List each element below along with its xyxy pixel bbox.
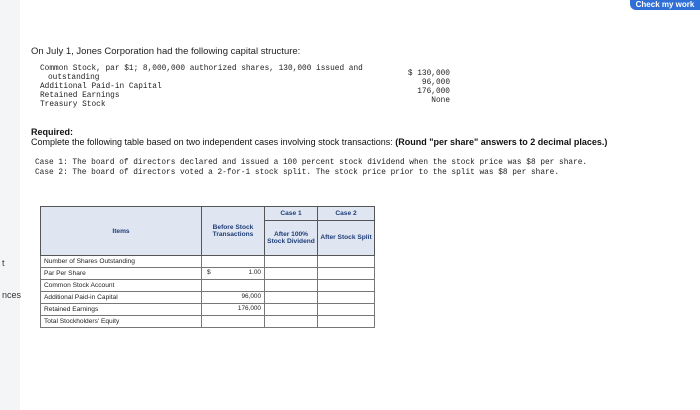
table-row: [41, 268, 375, 280]
sidebar-glyph-t: t: [2, 258, 5, 268]
table-row: [41, 280, 375, 292]
dollar-sign: $: [207, 269, 211, 276]
value-before-par: 1.00: [248, 269, 261, 276]
input-case2-total[interactable]: [318, 316, 374, 327]
table-row: [41, 316, 375, 328]
required-text: [31, 137, 611, 148]
header-items: Items: [41, 207, 202, 256]
row-label-apic: Additional Paid-in Capital: [41, 292, 202, 304]
cap-value-treasury: None: [431, 97, 450, 105]
header-case2: Case 2: [318, 207, 375, 221]
input-case1-re[interactable]: [265, 304, 317, 315]
input-case1-total[interactable]: [265, 316, 317, 327]
cap-value-apic: 96,000: [421, 79, 450, 87]
row-label-par: Par Per Share: [41, 268, 202, 280]
cap-value-common: $ 130,000: [407, 70, 450, 78]
input-case2-apic[interactable]: [318, 292, 374, 303]
cap-label-treasury: Treasury Stock: [40, 101, 106, 109]
cap-label-common: Common Stock, par $1; 8,000,000 authorized shares, 130,000 issued and: [40, 65, 363, 73]
case-descriptions: [35, 159, 587, 178]
cap-label-apic: Additional Paid-in Capital: [40, 83, 162, 91]
cap-label-re: Retained Earnings: [40, 92, 120, 100]
input-case2-par[interactable]: [318, 268, 374, 279]
cell-case2-shares[interactable]: [318, 256, 375, 268]
check-my-work-button[interactable]: Check my work: [630, 0, 700, 10]
input-case1-apic[interactable]: [265, 292, 317, 303]
intro-text: On July 1, Jones Corporation had the following capital structure:: [31, 46, 301, 57]
cell-case2-apic[interactable]: [318, 292, 375, 304]
cell-case1-shares[interactable]: [265, 256, 318, 268]
cap-value-re: 176,000: [417, 88, 450, 96]
required-title: Required:: [31, 127, 74, 137]
required-body: Complete the following table based on two independent cases involving stock transactions:: [31, 137, 393, 147]
case-2-text: Case 2: The board of directors voted a 2-for-1 stock split. The stock price prior to the split was $8 per share.: [35, 168, 560, 177]
table-row: [41, 292, 375, 304]
cell-before-shares[interactable]: [202, 256, 265, 268]
value-before-apic: 96,000: [241, 293, 261, 300]
table-row: [41, 304, 375, 316]
sidebar-glyph-nces: nces: [2, 290, 22, 300]
input-before-shares[interactable]: [202, 256, 264, 267]
cell-case2-par[interactable]: [318, 268, 375, 280]
table-row: [41, 256, 375, 268]
cell-before-re[interactable]: [202, 304, 265, 316]
cell-before-common[interactable]: [202, 280, 265, 292]
header-case1: Case 1: [265, 207, 318, 221]
cap-label-outstanding: outstanding: [48, 74, 100, 82]
cell-case1-re[interactable]: [265, 304, 318, 316]
input-case1-shares[interactable]: [265, 256, 317, 267]
left-sidebar-strip: [0, 0, 20, 410]
cell-before-apic[interactable]: [202, 292, 265, 304]
cell-before-par[interactable]: [202, 268, 265, 280]
header-case2-sub: After Stock Split: [318, 220, 375, 255]
value-before-re: 176,000: [237, 305, 261, 312]
cell-case1-common[interactable]: [265, 280, 318, 292]
cell-case1-par[interactable]: [265, 268, 318, 280]
row-label-re: Retained Earnings: [41, 304, 202, 316]
input-case1-par[interactable]: [265, 268, 317, 279]
row-label-total: Total Stockholders' Equity: [41, 316, 202, 328]
header-case1-sub: After 100% Stock Dividend: [265, 220, 318, 255]
header-before: Before Stock Transactions: [202, 207, 265, 256]
cell-case1-apic[interactable]: [265, 292, 318, 304]
input-before-total[interactable]: [202, 316, 264, 327]
case-1-text: Case 1: The board of directors declared and issued a 100 percent stock dividend when the stock price was $8 per share.: [35, 159, 588, 167]
input-case2-shares[interactable]: [318, 256, 374, 267]
cell-case2-common[interactable]: [318, 280, 375, 292]
cell-case2-re[interactable]: [318, 304, 375, 316]
cell-before-total[interactable]: [202, 316, 265, 328]
input-case2-common[interactable]: [318, 280, 374, 291]
row-label-shares: Number of Shares Outstanding: [41, 256, 202, 268]
cell-case1-total[interactable]: [265, 316, 318, 328]
input-case1-common[interactable]: [265, 280, 317, 291]
stock-transactions-table: [40, 206, 375, 328]
required-note: (Round "per share" answers to 2 decimal places.): [395, 137, 608, 147]
input-case2-re[interactable]: [318, 304, 374, 315]
input-before-common[interactable]: [202, 280, 264, 291]
row-label-common: Common Stock Account: [41, 280, 202, 292]
cell-case2-total[interactable]: [318, 316, 375, 328]
